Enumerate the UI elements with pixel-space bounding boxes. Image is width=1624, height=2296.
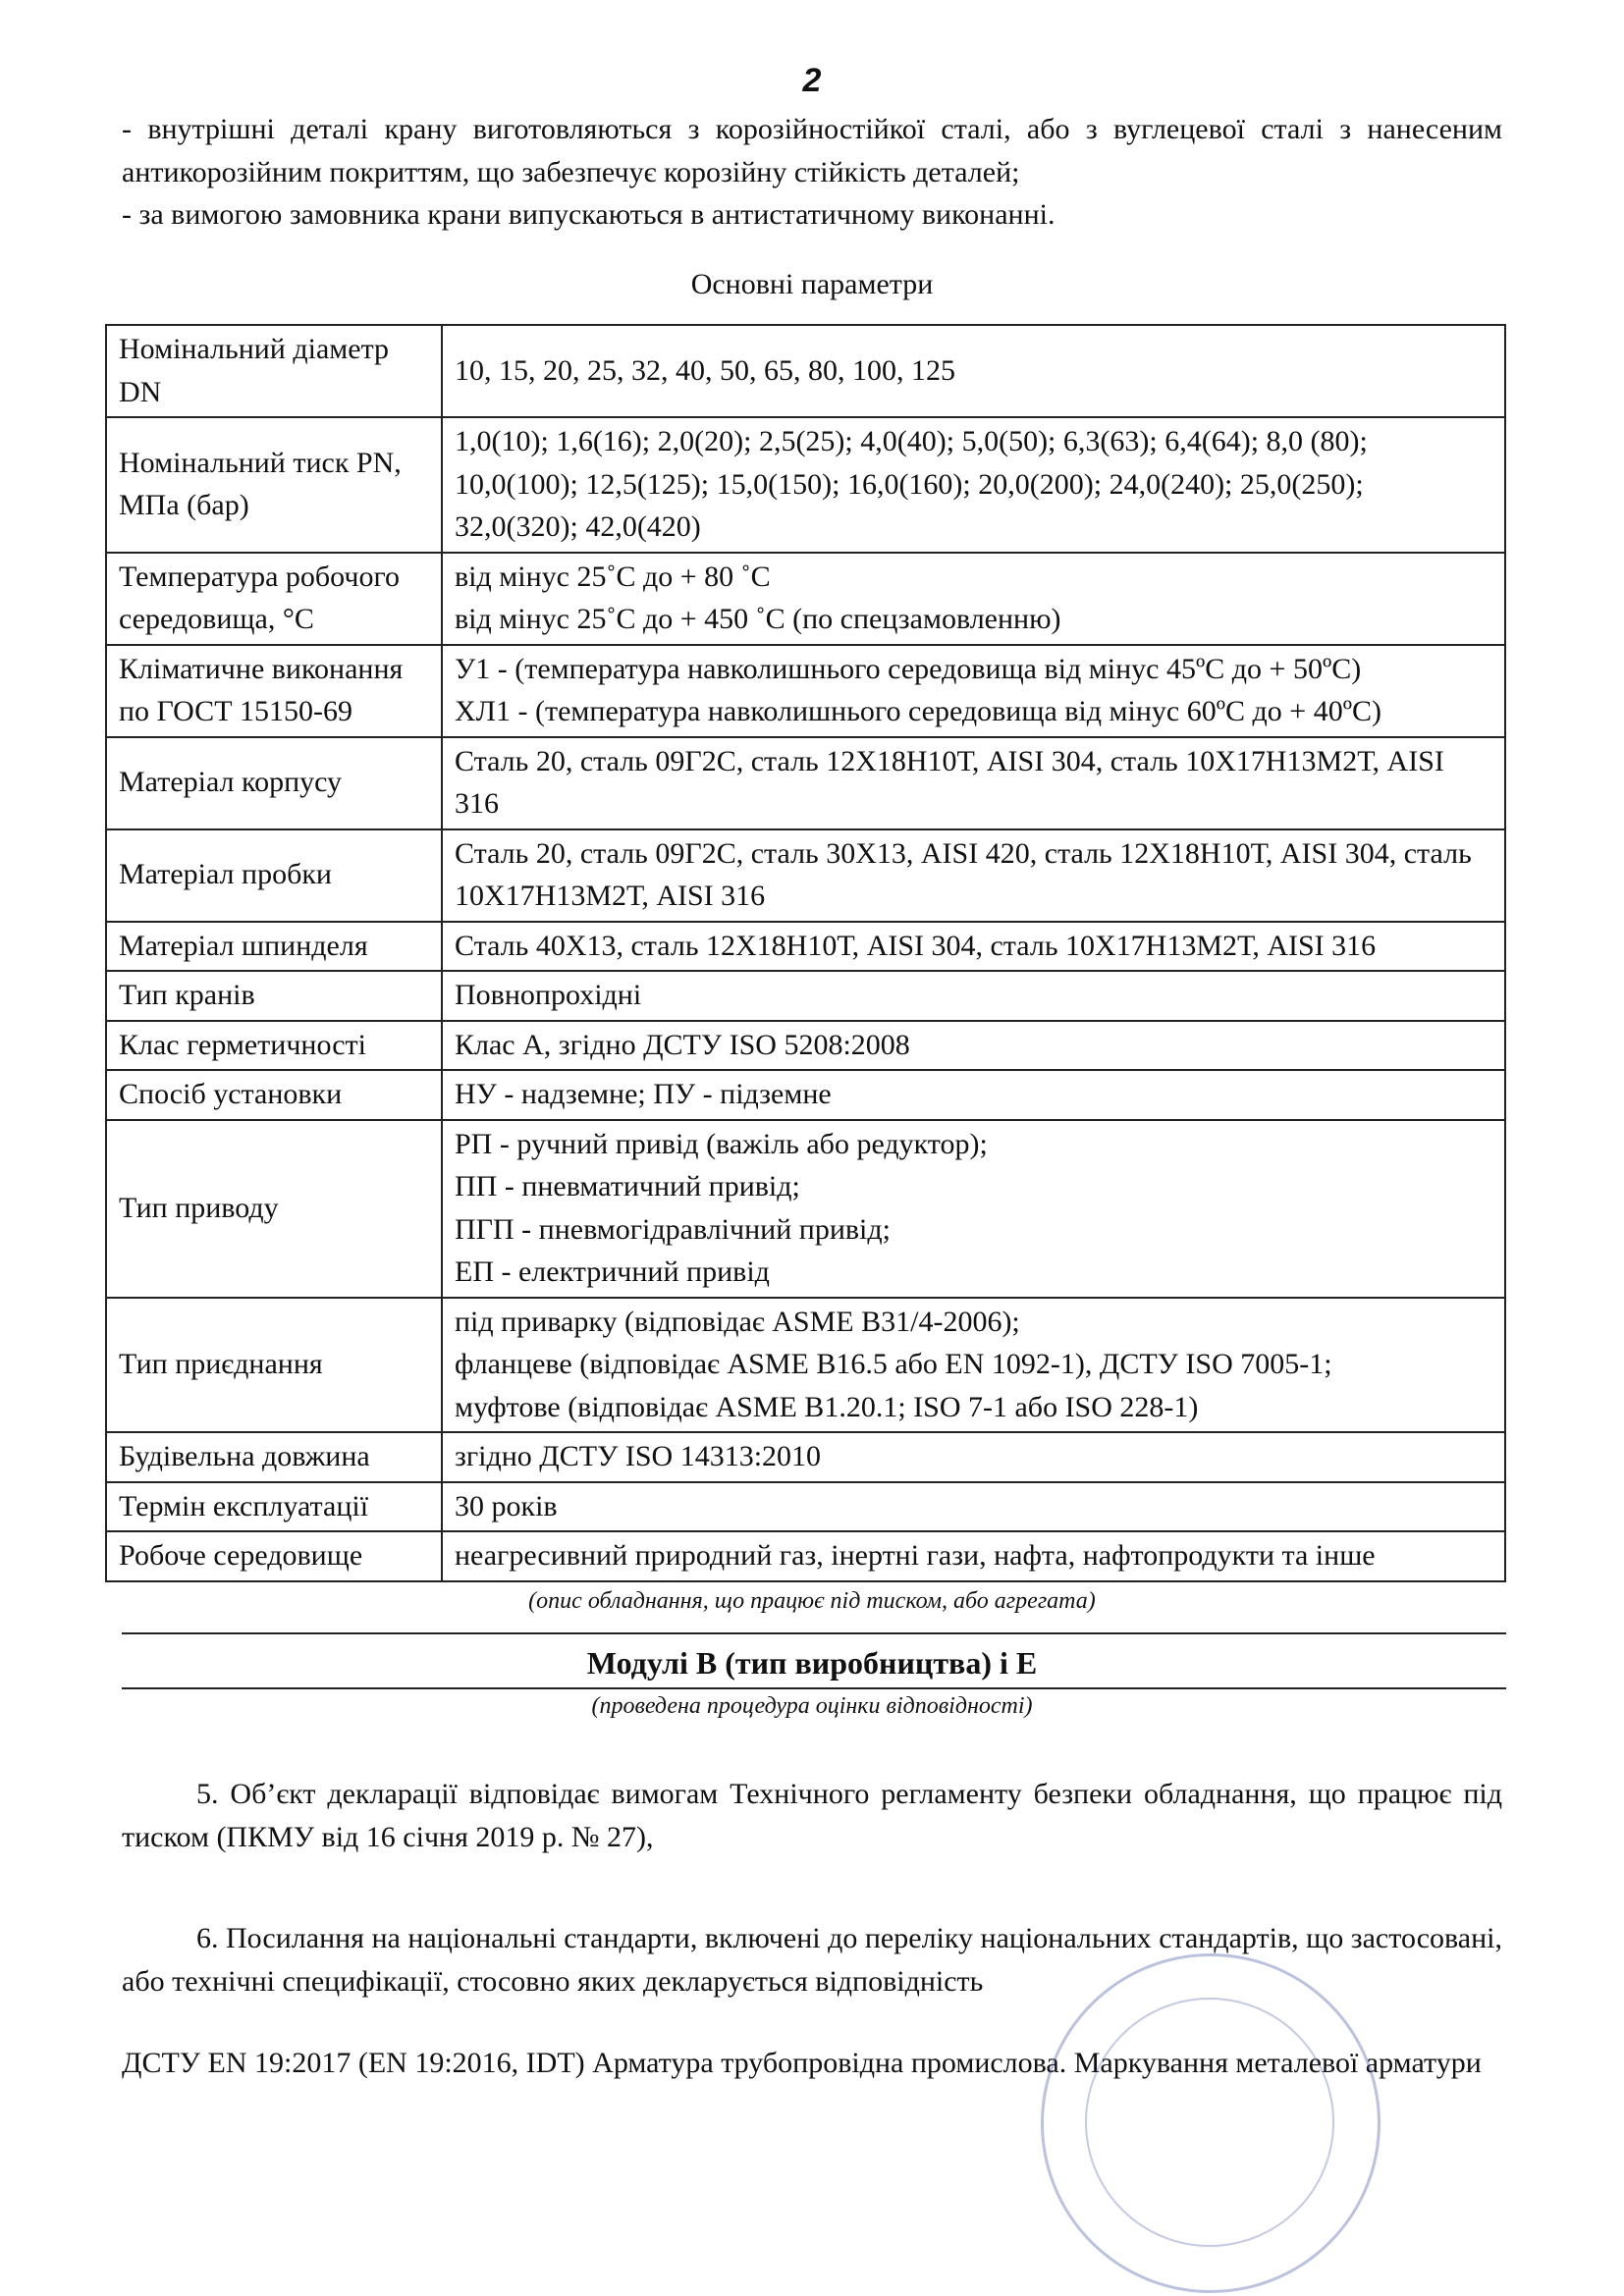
params-row: [106, 645, 1505, 737]
params-row: [106, 553, 1505, 645]
param-value-line: від мінус 25˚С до + 450 ˚С (по спецзамовленню): [455, 603, 1061, 635]
param-value-line: фланцеве (відповідає ASME B16.5 або EN 1092-1), ДСТУ ISO 7005-1;: [455, 1348, 1332, 1380]
params-row: [106, 922, 1505, 972]
equipment-caption: (опис обладнання, що працює під тиском, або агрегата): [528, 1588, 1096, 1614]
param-name: Матеріал шпинделя: [106, 922, 442, 972]
params-row: [106, 1120, 1505, 1298]
param-name: Номінальний діаметр DN: [106, 325, 442, 417]
param-name: Тип приєднання: [106, 1298, 442, 1433]
paragraph-6-text: 6. Посилання на національні стандарти, включені до переліку національних стандартів, що застосовані, або технічні специфікації, стосовно яких декларується відповідність: [122, 1922, 1502, 1998]
params-row: [106, 1070, 1505, 1120]
param-name: Кліматичне виконання по ГОСТ 15150-69: [106, 645, 442, 737]
param-value-line: У1 - (температура навколишнього середовища від мінус 45ºС до + 50ºС): [455, 652, 1362, 685]
param-value-line: від мінус 25˚С до + 80 ˚С: [455, 560, 771, 593]
param-name: Тип приводу: [106, 1120, 442, 1298]
param-value: [442, 645, 1505, 737]
param-value-line: 10, 15, 20, 25, 32, 40, 50, 65, 80, 100, 125: [455, 353, 955, 387]
param-name: Термін експлуатації: [106, 1482, 442, 1532]
param-value-line: ХЛ1 - (температура навколишнього середовища від мінус 60ºС до + 40ºС): [455, 695, 1382, 727]
stamp-inner-ring: [1085, 1998, 1334, 2247]
param-value-line: Сталь 20, сталь 09Г2С, сталь 30Х13, AISI 420, сталь 12Х18Н10Т, AISI 304, сталь 10Х17Н13М2Т, AISI 316: [455, 836, 1472, 912]
param-value: [442, 922, 1505, 972]
param-name: Робоче середовище: [106, 1531, 442, 1581]
param-name: Тип кранів: [106, 971, 442, 1021]
param-value: [442, 1021, 1505, 1071]
param-value-line: 30 років: [455, 1489, 558, 1522]
param-name: Матеріал пробки: [106, 829, 442, 922]
params-title: Основні параметри: [690, 268, 934, 300]
param-value-line: ПГП - пневмогідравлічний привід;: [455, 1212, 891, 1246]
param-name: Номінальний тиск PN, МПа (бар): [106, 417, 442, 553]
param-value-line: Клас А, згідно ДСТУ ISO 5208:2008: [455, 1028, 910, 1061]
param-value-line: 1,0(10); 1,6(16); 2,0(20); 2,5(25); 4,0(40); 5,0(50); 6,3(63); 6,4(64); 8,0 (80); 10,0(100); 12,5(125); 15,0(150); 16,0(160); 20,0(200); 24,0(240); 25,0(250); 32,0(320); 42,0(420): [455, 425, 1368, 543]
params-table: [105, 324, 1506, 1582]
param-value-line: під приварку (відповідає ASME B31/4-2006);: [455, 1305, 1020, 1338]
param-value: [442, 1120, 1505, 1298]
paragraph-5: [122, 1773, 1502, 1858]
param-value-line: РП - ручний привід (важіль або редуктор);: [455, 1127, 988, 1160]
param-value: [442, 417, 1505, 553]
param-value: [442, 1070, 1505, 1120]
params-row: [106, 1298, 1505, 1433]
intro-line-2: - за вимогою замовника крани випускаються в антистатичному виконанні.: [122, 198, 1056, 231]
param-value: [442, 1298, 1505, 1433]
page-number: 2: [802, 62, 822, 99]
param-name: Спосіб установки: [106, 1070, 442, 1120]
equipment-underline: [122, 1632, 1506, 1634]
param-value-line: НУ - надземне; ПУ - підземне: [455, 1078, 832, 1110]
param-value: [442, 1482, 1505, 1532]
intro-line-1: - внутрішні деталі крану виготовляються з корозійностійкої сталі, або з вуглецевої сталі з нанесеним антикорозійним покриттям, що забезпечує корозійну стійкість деталей;: [122, 113, 1502, 188]
param-name: Клас герметичності: [106, 1021, 442, 1071]
paragraph-5-text: 5. Об’єкт декларації відповідає вимогам Технічного регламенту безпеки обладнання, що працює під тиском (ПКМУ від 16 січня 2019 р. № 27),: [122, 1778, 1502, 1853]
standard-reference: ДСТУ EN 19:2017 (EN 19:2016, IDT) Арматура трубопровідна промислова. Маркування металевої арматури: [122, 2047, 1482, 2079]
param-value-line: згідно ДСТУ ISO 14313:2010: [455, 1440, 822, 1472]
params-row: [106, 971, 1505, 1021]
param-value: [442, 1531, 1505, 1581]
param-name: Будівельна довжина: [106, 1432, 442, 1482]
param-value-line: ЕП - електричний привід: [455, 1255, 770, 1288]
param-value-line: неагресивний природний газ, інертні гази, нафта, нафтопродукти та інше: [455, 1539, 1376, 1572]
param-value: [442, 829, 1505, 922]
params-row: [106, 1531, 1505, 1581]
intro-text: [122, 108, 1502, 237]
param-value-line: Сталь 40Х13, сталь 12Х18Н10Т, AISI 304, сталь 10Х17Н13М2Т, AISI 316: [455, 929, 1377, 962]
param-value: [442, 737, 1505, 829]
param-value: [442, 325, 1505, 417]
params-row: [106, 829, 1505, 922]
param-value: [442, 1432, 1505, 1482]
param-value: [442, 553, 1505, 645]
params-row: [106, 417, 1505, 553]
param-value: [442, 971, 1505, 1021]
params-row: [106, 737, 1505, 829]
param-value-line: муфтове (відповідає ASME B1.20.1; ISO 7-1 або ISO 228-1): [455, 1390, 1199, 1423]
param-value-line: Повнопрохідні: [455, 979, 642, 1011]
param-name: Температура робочого середовища, °С: [106, 553, 442, 645]
modules-title: Модулі В (тип виробництва) і Е: [586, 1645, 1038, 1681]
param-name: Матеріал корпусу: [106, 737, 442, 829]
params-row: [106, 1021, 1505, 1071]
params-row: [106, 325, 1505, 417]
params-row: [106, 1482, 1505, 1532]
param-value-line: ПП - пневматичний привід;: [455, 1170, 800, 1202]
procedure-caption: (проведена процедура оцінки відповідності): [591, 1693, 1033, 1719]
params-row: [106, 1432, 1505, 1482]
param-value-line: Сталь 20, сталь 09Г2С, сталь 12Х18Н10Т, AISI 304, сталь 10Х17Н13М2Т, AISI 316: [455, 744, 1444, 820]
